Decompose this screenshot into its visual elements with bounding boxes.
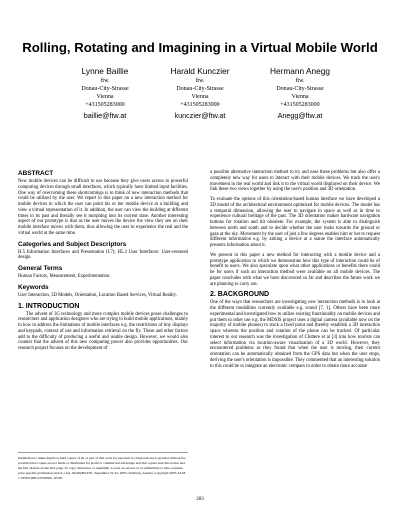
author-phone: +431505283000 bbox=[280, 102, 320, 108]
author-city: Vienna bbox=[191, 94, 209, 100]
general-terms-heading: General Terms bbox=[18, 265, 63, 272]
keywords-text: User Interaction, 3D Models, Orientation, Location Based Services, Virtual Reality. bbox=[18, 292, 177, 298]
author-city: Vienna bbox=[291, 94, 309, 100]
introduction-text: The advent of 3G technology and more complex mobile devices poses challenges to researchers and application designers who are trying to build mobile applications, mainly in how to address the limitations of mobile interfaces e.g. the restrictions of tiny displays and keypads, context of use and information retrieval on the fly. These and other factors add to the difficulty of producing a useful and usable design. However, we would also counter that the advent of this new computing power also provides opportunities. Our research project focuses on the development of bbox=[18, 311, 188, 351]
author-email[interactable]: kunczier@ftw.at bbox=[174, 111, 226, 120]
author-address: Donau-City-Strasse bbox=[176, 86, 224, 92]
author-email[interactable]: baillie@ftw.at bbox=[83, 111, 127, 120]
author-org: ftw. bbox=[195, 78, 205, 84]
background-text: One of the ways that researchers are investigating new interaction methods is to look at the different modalities currently available e.g. sound [7, 1]. Others have been more experimental and investigated how to utilize existing functionality on mobile devices and put them to other use e.g. the MDSIS project uses a digital camera (available now on the majority of mobile phones) to track a fixed point and thereby establish a 3D interaction space whereas the position and rotation of the phone can be tracked. Of particular interest to our research was the investigation of Cluttere et al [3] into how tourists can select information via location-aware visualization of a 3D world. However, they encountered problems as they found that when the user is moving, their current orientation can be automatically obtained from the GPS data but when the user stops, deriving the user's orientation is impossible. They commented that an interesting solution to this could be to integrate an electronic compass in order to obtain more accurate bbox=[210, 300, 380, 369]
keywords-heading: Keywords bbox=[18, 283, 49, 291]
background-heading: 2. BACKGROUND bbox=[210, 291, 270, 299]
right-column bbox=[210, 170, 380, 373]
paper-title: Rolling, Rotating and Imagining in a Virtual Mobile World bbox=[22, 40, 378, 55]
author-block bbox=[240, 66, 360, 120]
author-phone: +431505283000 bbox=[85, 102, 125, 108]
intro-continued-text: a possible alternative interaction method to try and ease these problems but also offer a completely new way for users to interact with their mobile devices. We track the user's movement in the real world and link it to the virtual world displayed on their device. We link these two views together by using the user's position and 3D orientation. bbox=[210, 170, 380, 193]
introduction-heading: 1. INTRODUCTION bbox=[18, 302, 80, 310]
author-org: ftw. bbox=[295, 78, 305, 84]
general-terms-text: Human Factors, Measurement, Experimentation. bbox=[18, 274, 111, 279]
intro-paragraph-3: We present in this paper a new method for interacting with a mobile device and a prototype application in which we demonstrate how this type of interaction could be of benefit to users. We also speculate upon what other applications or benefits there could be for users if such an interaction method were available on all mobile devices. The paper concludes with what we have discovered so far and describes the future work we are planning to carry out. bbox=[210, 252, 380, 287]
abstract-text: New mobile devices can be difficult to use because they give users access to powerful computing devices through small interfaces, which typically have limited input facilities. One way of overcoming these shortcomings is to think of new interaction methods that could be utilized by the user. We report in this paper on a new interaction method for mobile devices in which the user can point his or her mobile device at a building and view a virtual representation of it. In addition, the user can view the building at different times in its past and literally see it morphing into its current state. Another interesting aspect of our prototype is that as the user moves the device the view they see on their mobile interface moves with them, thus allowing the user to experience the real and the virtual world at the same time. bbox=[18, 179, 188, 236]
categories-heading: Categories and Subject Descriptors bbox=[18, 240, 127, 248]
categories-text: H.5 Information Interfaces and Presentation (I.7); H5.2 User Interfaces: User-centered design. bbox=[18, 249, 188, 261]
author-name: Hermann Anegg bbox=[270, 66, 330, 76]
author-address: Donau-City-Strasse bbox=[81, 86, 129, 92]
author-address: Donau-City-Strasse bbox=[276, 86, 324, 92]
author-phone: +431505283000 bbox=[180, 102, 220, 108]
author-name: Harald Kunczier bbox=[170, 66, 230, 76]
author-org: ftw. bbox=[100, 78, 110, 84]
author-email[interactable]: Anegg@ftw.at bbox=[277, 111, 323, 120]
author-name: Lynne Baillie bbox=[81, 66, 129, 76]
author-city: Vienna bbox=[96, 94, 114, 100]
left-column bbox=[18, 170, 188, 356]
abstract-heading: ABSTRACT bbox=[18, 170, 54, 177]
intro-paragraph-2: To evaluate the options of this orientation-based human interface we have developed a 3D model of the architectural environment optimized for mobile devices. The model has a temporal dimension, allowing the user to navigate in space as well as in time to experience cultural heritage of the past. The 3D orientation maker hardware navigation buttons for rotation and tilt obsolete. For example, the system is able to distinguish between north and south and to decide whether the user looks towards the ground or gaze at the sky. Movement by the user of just a few degrees enables him or her to request different information e.g. by aiming a device at a statue the interface automatically presents information about it. bbox=[210, 197, 380, 248]
copyright-footnote: Permission to make digital or hard copies of all or part of this work for personal or classroom use is granted without fee provided that copies are not made or distributed for profit or commercial advantage and that copies bear this notice and the full citation on the first page. To copy otherwise, or republish, to post on servers or to redistribute to lists, requires prior specific permission and/or a fee. MobileHCI'05, September 19-22, 2005, Salzburg, Austria. Copyright 2005 ACM 1-59593-089-2/05/0009...$5.00. bbox=[18, 452, 188, 481]
page-number: 283 bbox=[196, 497, 204, 502]
